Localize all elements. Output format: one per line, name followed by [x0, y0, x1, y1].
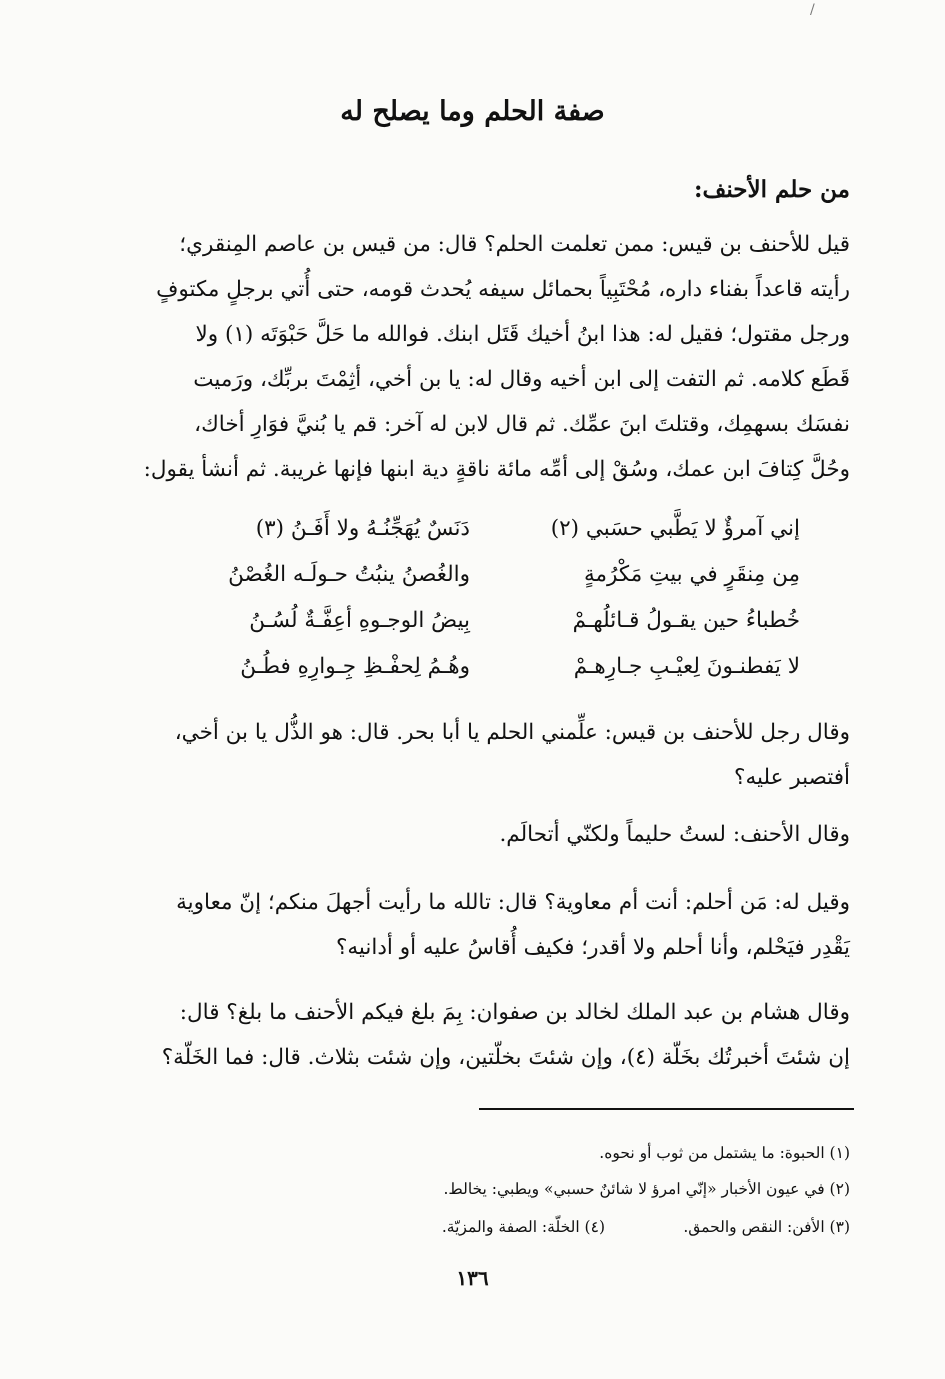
- page-number: ١٣٦: [456, 1266, 489, 1290]
- verse-second-hemistich: بِيضُ الوجـوهِ أعِفَّـةٌ لُسُـنُ: [249, 608, 470, 633]
- poem-verse: [150, 552, 800, 598]
- verse-first-hemistich: لا يَفطنـونَ لِعيْـبِ جـارِهـمْ: [573, 654, 800, 679]
- text-line: رأيته قاعداً بفناء داره، مُحْتَبِياً بحمائل سيفه يُحدث قومه، حتى أُتي برجلٍ مكتوفٍ: [156, 277, 850, 302]
- text-line: قَطَع كلامه. ثم التفت إلى ابن أخيه وقال له: يا بن أخي، أثِمْتَ بربِّك، ورَميت: [193, 367, 850, 392]
- verse-first-hemistich: إني آمرؤٌ لا يَطَّبي حسَبي (٢): [550, 516, 800, 541]
- paragraph-muawiya: [95, 880, 850, 970]
- footnote-divider: [479, 1108, 854, 1110]
- paragraph-ahnaf-story: [95, 222, 850, 492]
- footnote-2: (٢) في عيون الأخبار «إنّي امرؤ لا شائنٌ حسبي» ويطبي: يخالط.: [443, 1180, 850, 1198]
- footnote-1: (١) الحبوة: ما يشتمل من ثوب أو نحوه.: [599, 1144, 850, 1162]
- paragraph-ahnaf-saying: [95, 812, 850, 857]
- text-line: أفتصبر عليه؟: [734, 765, 850, 790]
- footnote-4: (٤) الخلّة: الصفة والمزيّة.: [441, 1218, 605, 1236]
- text-line: ورجل مقتول؛ فقيل له: هذا ابنُ أخيك قَتَل ابنك. فوالله ما حَلَّ حَبْوَتَه (١) ولا: [195, 322, 850, 347]
- page-title: صفة الحلم وما يصلح له: [340, 96, 605, 127]
- text-line: إن شئتَ أخبرتُك بخَلّة (٤)، وإن شئتَ بخلّتين، وإن شئت بثلاث. قال: فما الخَلّة؟: [161, 1045, 850, 1070]
- corner-mark: /: [810, 2, 815, 18]
- section-heading: من حلم الأحنف:: [694, 176, 850, 203]
- text-line: نفسَك بسهمِك، وقتلتَ ابنَ عمِّك. ثم قال لابن له آخر: قم يا بُنيَّ فوَارِ أخاك،: [194, 412, 850, 437]
- poem-verse: [150, 506, 800, 552]
- text-line: وقيل له: مَن أحلم: أنت أم معاوية؟ قال: تالله ما رأيت أجهلَ منكم؛ إنّ معاوية: [176, 890, 850, 915]
- poem-verse: [150, 598, 800, 644]
- verse-first-hemistich: خُطباءُ حين يقـولُ قـائلُهـمْ: [572, 608, 800, 633]
- footnote-3: (٣) الأفن: النقص والحمق.: [683, 1218, 850, 1236]
- footnote-row: [80, 1210, 850, 1244]
- text-line: يَقْدِر فيَحْلم، وأنا أحلم ولا أقدر؛ فكيف أُقاسُ عليه أو أدانيه؟: [335, 935, 850, 960]
- paragraph-teach-me-forbearance: [95, 710, 850, 800]
- text-line: وقال الأحنف: لستُ حليماً ولكنّي أتحالَم.: [499, 822, 850, 847]
- paragraph-hisham: [95, 990, 850, 1080]
- poem-verse: [150, 644, 800, 690]
- poem: [150, 506, 800, 690]
- verse-first-hemistich: مِن مِنقَرٍ في بيتِ مَكْرُمةٍ: [583, 562, 800, 587]
- text-line: وقال رجل للأحنف بن قيس: علِّمني الحلم يا أبا بحر. قال: هو الذُّل يا بن أخي،: [174, 720, 850, 745]
- verse-second-hemistich: والغُصنُ ينبُتُ حـولَـه الغُصْنُ: [228, 562, 470, 587]
- verse-second-hemistich: وهُـمُ لِحفْـظِ جِـوارِهِ فطُـنُ: [240, 654, 470, 679]
- text-line: قيل للأحنف بن قيس: ممن تعلمت الحلم؟ قال: من قيس بن عاصم المِنقري؛: [179, 232, 850, 257]
- text-line: وحُلَّ كِتافَ ابن عمك، وسُقْ إلى أمِّه مائة ناقةٍ دية ابنها فإنها غريبة. ثم أنشأ يقول:: [143, 457, 850, 482]
- verse-second-hemistich: دَنَسٌ يُهَجِّنُـهُ ولا أَفَـنُ (٣): [255, 516, 470, 541]
- text-line: وقال هشام بن عبد الملك لخالد بن صفوان: بِمَ بلغ فيكم الأحنف ما بلغ؟ قال:: [179, 1000, 850, 1025]
